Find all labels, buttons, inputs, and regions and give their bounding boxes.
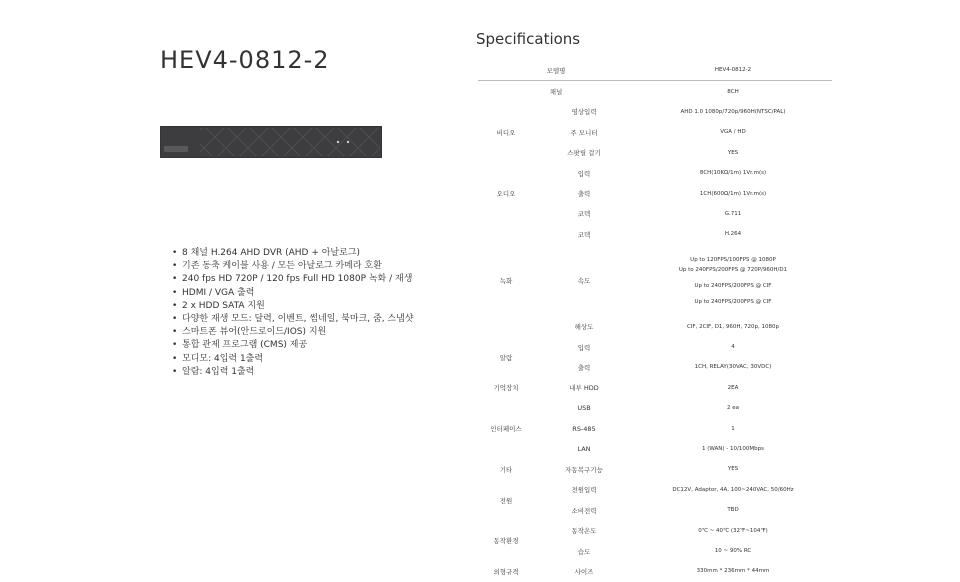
- record-speed-value: Up to 240FPS/200FPS @ 720P/960H/D1: [678, 266, 788, 273]
- storage-label: 기억장치: [493, 384, 519, 393]
- rs485-value: 1: [731, 425, 735, 432]
- interface-label: 인터페이스: [490, 425, 522, 434]
- etc-label: 기타: [499, 465, 513, 474]
- record-label: 녹화: [499, 277, 513, 286]
- video-label: 비디오: [496, 128, 516, 137]
- audio-codec-label: 코덱: [577, 210, 591, 219]
- power-input-value: DC12V, Adaptor, 4A, 100~240VAC, 50/60Hz: [672, 486, 794, 493]
- audio-codec-value: G.711: [724, 210, 742, 217]
- main-monitor-label: 주 모니터: [570, 128, 598, 137]
- feature-item: • HDMI / VGA 출력: [172, 287, 414, 300]
- feature-list: [172, 247, 414, 379]
- rs485-label: RS-485: [572, 424, 596, 433]
- lan-label: LAN: [577, 445, 591, 454]
- record-resolution-value: CIF, 2CIF, D1, 960H, 720p, 1080p: [686, 323, 780, 330]
- video-input-label: 영상입력: [571, 108, 597, 117]
- auto-recovery-label: 자동복구기능: [565, 465, 603, 474]
- size-label: 사이즈: [574, 567, 594, 576]
- audio-output-value: 1CH(600Ω/1m) 1Vr.m(s): [699, 190, 767, 197]
- audio-input-label: 입력: [577, 169, 591, 178]
- operating-temp-label: 동작온도: [571, 527, 597, 536]
- feature-item: • 통합 관제 프로그램 (CMS) 제공: [172, 339, 414, 352]
- video-input-value: AHD 1.0 1080p/720p/960H(NTSC/PAL): [680, 108, 786, 115]
- spot-out-value: YES: [727, 149, 739, 156]
- product-model-title: HEV4-0812-2: [160, 46, 330, 74]
- physical-label: 외형규격: [493, 567, 519, 576]
- power-consumption-value: TBD: [727, 507, 739, 514]
- internal-hdd-label: 내부 HDD: [569, 384, 599, 393]
- record-speed-value: Up to 120FPS/100FPS @ 1080P: [690, 256, 776, 263]
- specifications-heading: Specifications: [476, 30, 581, 48]
- record-codec-label: 코덱: [577, 230, 591, 239]
- model-label: 모델명: [478, 60, 634, 81]
- usb-value: 2 ea: [726, 405, 739, 412]
- feature-item: • 240 fps HD 720P / 120 fps Full HD 1080P 녹화 / 재생: [172, 273, 414, 286]
- feature-item: • 2 x HDD SATA 지원: [172, 300, 414, 313]
- humidity-label: 습도: [577, 547, 591, 556]
- alarm-input-label: 입력: [577, 343, 591, 352]
- record-speed-values: [634, 245, 832, 317]
- feature-item: • 스마트폰 뷰어(안드로이드/IOS) 지원: [172, 326, 414, 339]
- feature-item: • 기존 동축 케이블 사용 / 모든 아날로그 카메라 호환: [172, 260, 414, 273]
- power-label: 전원: [499, 496, 513, 505]
- audio-output-label: 출력: [577, 190, 591, 199]
- feature-item: • 모디모: 4입력 1출력: [172, 353, 414, 366]
- feature-item: • 다양한 재생 모드: 달력, 이벤트, 썸네일, 북마크, 줌, 스냅샷: [172, 313, 414, 326]
- humidity-value: 10 ~ 90% RC: [714, 548, 752, 554]
- alarm-output-value: 1CH, RELAY(30VAC, 30VDC): [694, 364, 772, 371]
- power-consumption-label: 소비전력: [571, 506, 597, 515]
- record-resolution-label: 해상도: [574, 323, 594, 332]
- feature-item: • 알람: 4입력 1출력: [172, 366, 414, 379]
- alarm-input-value: 4: [731, 344, 735, 351]
- alarm-label: 알람: [499, 353, 513, 362]
- channel-value: 8CH: [727, 88, 739, 95]
- spot-out-label: 스팟릴 걸기: [567, 149, 601, 158]
- audio-input-value: 8CH(10KΩ/1m) 1Vr.m(s): [699, 170, 767, 177]
- auto-recovery-value: YES: [727, 466, 739, 473]
- operating-temp-value: 0℃ ~ 40℃ (32℉~104℉): [698, 527, 768, 534]
- feature-item: • 8 채널 H.264 AHD DVR (AHD + 아날로그): [172, 247, 414, 260]
- alarm-output-label: 출력: [577, 363, 591, 372]
- record-speed-value: Up to 240FPS/200FPS @ CIF: [694, 282, 772, 289]
- power-input-label: 전원입력: [571, 486, 597, 495]
- channel-label: 채널: [549, 88, 563, 97]
- spec-table: [478, 60, 832, 582]
- record-codec-value: H.264: [724, 231, 742, 238]
- internal-hdd-value: 2EA: [727, 384, 739, 391]
- environment-label: 동작환경: [493, 537, 519, 546]
- record-speed-value: Up to 240FPS/200FPS @ CIF: [694, 298, 772, 305]
- model-value: HEV4-0812-2: [634, 60, 832, 81]
- size-value: 330mm * 236mm * 44mm: [696, 568, 770, 575]
- dvr-device-image: [160, 126, 382, 158]
- audio-label: 오디오: [496, 190, 516, 199]
- record-speed-label: 속도: [577, 277, 591, 286]
- lan-value: 1 (WAN) - 10/100Mbps: [702, 446, 764, 453]
- usb-label: USB: [577, 404, 591, 413]
- main-monitor-value: VGA / HD: [720, 129, 746, 136]
